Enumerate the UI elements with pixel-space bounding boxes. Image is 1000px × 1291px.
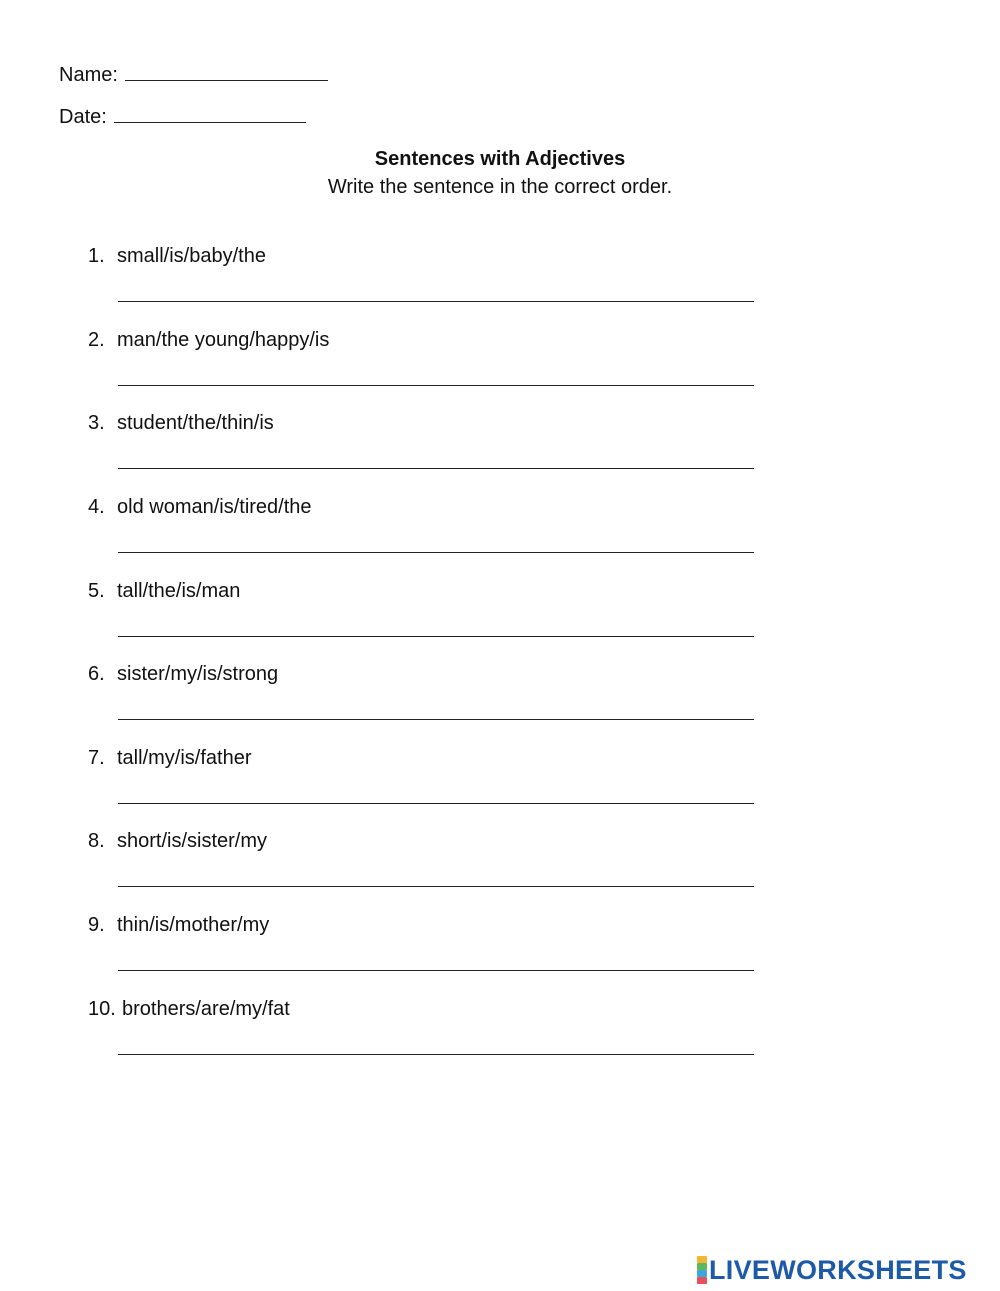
question-item <box>0 913 1000 997</box>
question-prompt <box>88 662 278 686</box>
question-words: tall/my/is/father <box>117 747 252 769</box>
answer-line[interactable] <box>118 385 754 386</box>
liveworksheets-logo-icon <box>697 1256 707 1284</box>
question-prompt <box>88 411 274 435</box>
question-number: 10. <box>88 998 116 1020</box>
question-number: 9. <box>88 914 105 936</box>
question-prompt <box>88 997 290 1021</box>
question-item <box>0 746 1000 830</box>
logo-block <box>697 1263 707 1270</box>
answer-line[interactable] <box>118 636 754 637</box>
date-blank-line[interactable] <box>114 104 306 123</box>
answer-line[interactable] <box>118 468 754 469</box>
question-words: tall/the/is/man <box>117 580 241 602</box>
date-label: Date: <box>59 106 107 128</box>
question-number: 2. <box>88 329 105 351</box>
question-item <box>0 829 1000 913</box>
logo-block <box>697 1256 707 1263</box>
question-number: 6. <box>88 663 105 685</box>
logo-block <box>697 1277 707 1284</box>
question-words: man/the young/happy/is <box>117 329 330 351</box>
liveworksheets-logo-text: LIVEWORKSHEETS <box>709 1255 967 1285</box>
name-field[interactable] <box>59 62 328 87</box>
question-item <box>0 662 1000 746</box>
question-words: sister/my/is/strong <box>117 663 279 685</box>
name-blank-line[interactable] <box>125 62 328 81</box>
question-number: 1. <box>88 245 105 267</box>
question-words: student/the/thin/is <box>117 412 274 434</box>
liveworksheets-logo <box>697 1255 967 1285</box>
question-prompt <box>88 913 269 937</box>
worksheet-instructions: Write the sentence in the correct order. <box>327 176 673 198</box>
question-item <box>0 579 1000 663</box>
question-item <box>0 411 1000 495</box>
question-prompt <box>88 244 266 268</box>
question-words: old woman/is/tired/the <box>117 496 312 518</box>
question-number: 5. <box>88 580 105 602</box>
question-number: 8. <box>88 830 105 852</box>
name-label: Name: <box>59 64 118 86</box>
question-number: 4. <box>88 496 105 518</box>
question-item <box>0 328 1000 412</box>
answer-line[interactable] <box>118 970 754 971</box>
answer-line[interactable] <box>118 886 754 887</box>
question-words: short/is/sister/my <box>117 830 268 852</box>
answer-line[interactable] <box>118 301 754 302</box>
question-prompt <box>88 829 267 853</box>
question-prompt <box>88 746 251 770</box>
question-prompt <box>88 495 312 519</box>
question-words: brothers/are/my/fat <box>122 998 290 1020</box>
question-item <box>0 997 1000 1081</box>
worksheet-title: Sentences with Adjectives <box>374 148 626 170</box>
answer-line[interactable] <box>118 803 754 804</box>
question-item <box>0 244 1000 328</box>
date-field[interactable] <box>59 104 306 129</box>
answer-line[interactable] <box>118 719 754 720</box>
answer-line[interactable] <box>118 552 754 553</box>
question-prompt <box>88 579 240 603</box>
logo-block <box>697 1270 707 1277</box>
answer-line[interactable] <box>118 1054 754 1055</box>
question-item <box>0 495 1000 579</box>
question-prompt <box>88 328 329 352</box>
question-number: 3. <box>88 412 105 434</box>
question-words: thin/is/mother/my <box>117 914 270 936</box>
question-words: small/is/baby/the <box>117 245 266 267</box>
question-number: 7. <box>88 747 105 769</box>
